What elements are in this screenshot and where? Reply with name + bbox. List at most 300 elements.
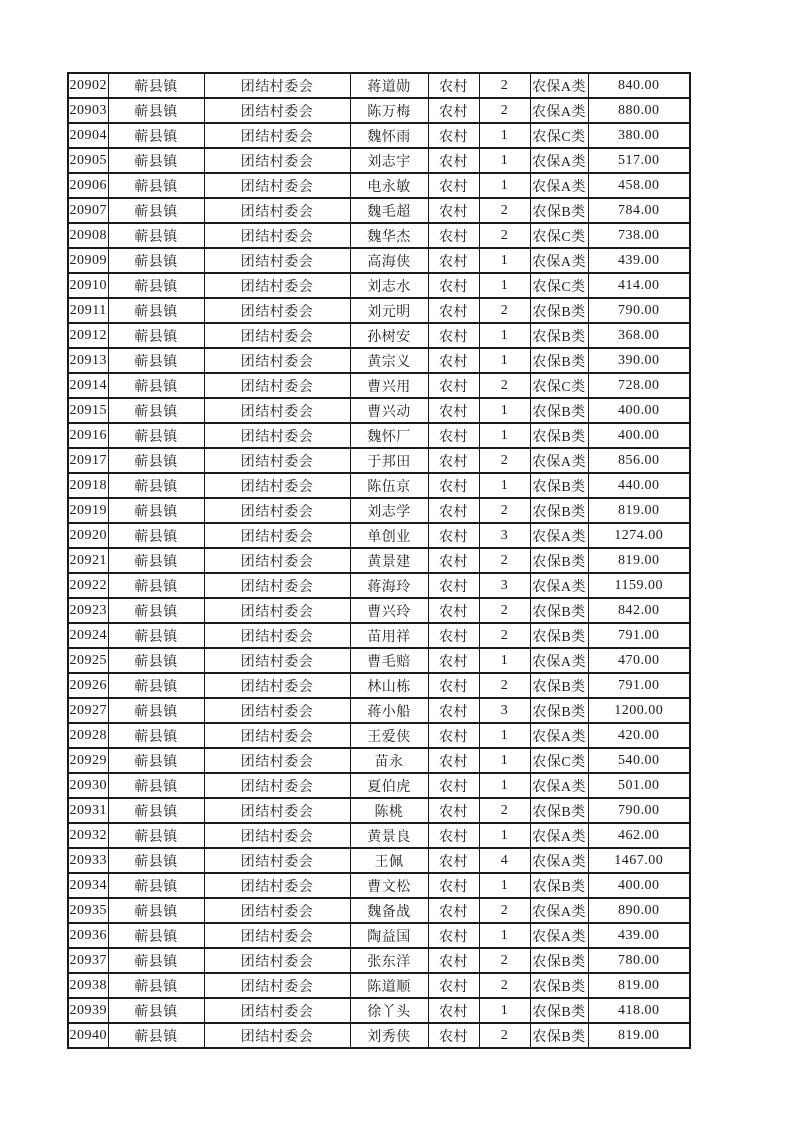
cell-amount: 400.00	[588, 398, 690, 423]
table-row	[68, 523, 690, 548]
cell-village-committee: 团结村委会	[204, 548, 350, 573]
cell-village-committee: 团结村委会	[204, 723, 350, 748]
table-row	[68, 648, 690, 673]
cell-insurance-category: 农保A类	[530, 448, 588, 473]
cell-person-name: 蒋道勋	[350, 73, 428, 98]
roster-body	[68, 73, 690, 1048]
cell-serial-number: 20917	[68, 448, 108, 473]
cell-person-count: 2	[479, 98, 530, 123]
cell-insurance-category: 农保A类	[530, 898, 588, 923]
cell-village-committee: 团结村委会	[204, 823, 350, 848]
cell-serial-number: 20914	[68, 373, 108, 398]
table-row	[68, 123, 690, 148]
cell-village-committee: 团结村委会	[204, 523, 350, 548]
cell-insurance-category: 农保C类	[530, 748, 588, 773]
cell-person-name: 陈道顺	[350, 973, 428, 998]
cell-town: 蕲县镇	[108, 1023, 204, 1048]
cell-village-committee: 团结村委会	[204, 273, 350, 298]
cell-amount: 470.00	[588, 648, 690, 673]
cell-person-count: 1	[479, 473, 530, 498]
cell-person-count: 2	[479, 673, 530, 698]
cell-town: 蕲县镇	[108, 973, 204, 998]
cell-town: 蕲县镇	[108, 123, 204, 148]
cell-town: 蕲县镇	[108, 798, 204, 823]
cell-town: 蕲县镇	[108, 648, 204, 673]
cell-village-committee: 团结村委会	[204, 98, 350, 123]
cell-village-committee: 团结村委会	[204, 473, 350, 498]
cell-serial-number: 20916	[68, 423, 108, 448]
cell-serial-number: 20910	[68, 273, 108, 298]
cell-household-type: 农村	[428, 1023, 479, 1048]
cell-household-type: 农村	[428, 73, 479, 98]
cell-person-count: 4	[479, 848, 530, 873]
cell-village-committee: 团结村委会	[204, 223, 350, 248]
cell-person-name: 黄景良	[350, 823, 428, 848]
cell-amount: 790.00	[588, 798, 690, 823]
cell-household-type: 农村	[428, 723, 479, 748]
cell-village-committee: 团结村委会	[204, 798, 350, 823]
cell-person-name: 林山栋	[350, 673, 428, 698]
cell-serial-number: 20909	[68, 248, 108, 273]
table-row	[68, 748, 690, 773]
cell-person-name: 苗用祥	[350, 623, 428, 648]
cell-household-type: 农村	[428, 473, 479, 498]
cell-town: 蕲县镇	[108, 73, 204, 98]
cell-serial-number: 20902	[68, 73, 108, 98]
cell-household-type: 农村	[428, 973, 479, 998]
cell-amount: 842.00	[588, 598, 690, 623]
cell-person-count: 3	[479, 573, 530, 598]
cell-village-committee: 团结村委会	[204, 498, 350, 523]
cell-person-count: 1	[479, 423, 530, 448]
cell-amount: 400.00	[588, 873, 690, 898]
cell-amount: 458.00	[588, 173, 690, 198]
cell-amount: 400.00	[588, 423, 690, 448]
cell-serial-number: 20933	[68, 848, 108, 873]
cell-amount: 414.00	[588, 273, 690, 298]
cell-person-count: 1	[479, 998, 530, 1023]
cell-town: 蕲县镇	[108, 273, 204, 298]
cell-household-type: 农村	[428, 448, 479, 473]
cell-village-committee: 团结村委会	[204, 123, 350, 148]
cell-person-count: 2	[479, 623, 530, 648]
cell-village-committee: 团结村委会	[204, 673, 350, 698]
table-row	[68, 673, 690, 698]
cell-insurance-category: 农保B类	[530, 473, 588, 498]
cell-person-name: 王佩	[350, 848, 428, 873]
cell-serial-number: 20932	[68, 823, 108, 848]
cell-town: 蕲县镇	[108, 173, 204, 198]
cell-town: 蕲县镇	[108, 373, 204, 398]
cell-village-committee: 团结村委会	[204, 923, 350, 948]
cell-serial-number: 20931	[68, 798, 108, 823]
cell-village-committee: 团结村委会	[204, 248, 350, 273]
cell-household-type: 农村	[428, 773, 479, 798]
cell-person-name: 王爱侠	[350, 723, 428, 748]
cell-household-type: 农村	[428, 123, 479, 148]
cell-serial-number: 20911	[68, 298, 108, 323]
cell-serial-number: 20913	[68, 348, 108, 373]
cell-person-count: 2	[479, 598, 530, 623]
cell-serial-number: 20921	[68, 548, 108, 573]
cell-serial-number: 20927	[68, 698, 108, 723]
cell-serial-number: 20912	[68, 323, 108, 348]
cell-insurance-category: 农保B类	[530, 623, 588, 648]
cell-household-type: 农村	[428, 923, 479, 948]
cell-household-type: 农村	[428, 273, 479, 298]
cell-serial-number: 20930	[68, 773, 108, 798]
cell-town: 蕲县镇	[108, 823, 204, 848]
cell-insurance-category: 农保A类	[530, 98, 588, 123]
cell-household-type: 农村	[428, 998, 479, 1023]
table-row	[68, 148, 690, 173]
cell-person-count: 2	[479, 1023, 530, 1048]
cell-person-name: 曹兴动	[350, 398, 428, 423]
cell-amount: 784.00	[588, 198, 690, 223]
cell-person-count: 3	[479, 698, 530, 723]
cell-amount: 819.00	[588, 498, 690, 523]
cell-person-name: 张东洋	[350, 948, 428, 973]
cell-serial-number: 20918	[68, 473, 108, 498]
cell-person-name: 刘元明	[350, 298, 428, 323]
cell-village-committee: 团结村委会	[204, 773, 350, 798]
cell-town: 蕲县镇	[108, 848, 204, 873]
cell-person-name: 魏怀厂	[350, 423, 428, 448]
cell-household-type: 农村	[428, 523, 479, 548]
cell-serial-number: 20907	[68, 198, 108, 223]
cell-person-count: 1	[479, 398, 530, 423]
cell-person-name: 黄景建	[350, 548, 428, 573]
table-row	[68, 998, 690, 1023]
cell-town: 蕲县镇	[108, 423, 204, 448]
cell-amount: 368.00	[588, 323, 690, 348]
cell-serial-number: 20919	[68, 498, 108, 523]
cell-insurance-category: 农保B类	[530, 998, 588, 1023]
cell-household-type: 农村	[428, 698, 479, 723]
cell-household-type: 农村	[428, 348, 479, 373]
cell-town: 蕲县镇	[108, 298, 204, 323]
cell-household-type: 农村	[428, 398, 479, 423]
cell-serial-number: 20905	[68, 148, 108, 173]
cell-person-name: 刘志学	[350, 498, 428, 523]
table-row	[68, 823, 690, 848]
table-row	[68, 973, 690, 998]
cell-person-count: 1	[479, 648, 530, 673]
cell-town: 蕲县镇	[108, 98, 204, 123]
cell-insurance-category: 农保C类	[530, 273, 588, 298]
table-row	[68, 848, 690, 873]
table-row	[68, 98, 690, 123]
table-row	[68, 448, 690, 473]
table-row	[68, 398, 690, 423]
cell-amount: 856.00	[588, 448, 690, 473]
cell-insurance-category: 农保B类	[530, 423, 588, 448]
cell-insurance-category: 农保A类	[530, 248, 588, 273]
cell-person-count: 2	[479, 948, 530, 973]
cell-insurance-category: 农保B类	[530, 398, 588, 423]
cell-village-committee: 团结村委会	[204, 973, 350, 998]
cell-insurance-category: 农保A类	[530, 648, 588, 673]
cell-household-type: 农村	[428, 173, 479, 198]
cell-town: 蕲县镇	[108, 898, 204, 923]
cell-person-name: 魏华杰	[350, 223, 428, 248]
cell-amount: 790.00	[588, 298, 690, 323]
cell-insurance-category: 农保B类	[530, 198, 588, 223]
cell-town: 蕲县镇	[108, 498, 204, 523]
cell-serial-number: 20915	[68, 398, 108, 423]
cell-insurance-category: 农保C类	[530, 223, 588, 248]
cell-amount: 840.00	[588, 73, 690, 98]
cell-village-committee: 团结村委会	[204, 698, 350, 723]
cell-serial-number: 20920	[68, 523, 108, 548]
cell-household-type: 农村	[428, 823, 479, 848]
cell-amount: 880.00	[588, 98, 690, 123]
cell-town: 蕲县镇	[108, 323, 204, 348]
cell-insurance-category: 农保A类	[530, 173, 588, 198]
cell-town: 蕲县镇	[108, 598, 204, 623]
cell-amount: 819.00	[588, 548, 690, 573]
cell-insurance-category: 农保A类	[530, 573, 588, 598]
cell-household-type: 农村	[428, 498, 479, 523]
table-row	[68, 623, 690, 648]
cell-household-type: 农村	[428, 748, 479, 773]
cell-serial-number: 20924	[68, 623, 108, 648]
cell-town: 蕲县镇	[108, 773, 204, 798]
cell-town: 蕲县镇	[108, 573, 204, 598]
cell-person-count: 1	[479, 323, 530, 348]
cell-person-count: 2	[479, 798, 530, 823]
cell-person-count: 2	[479, 898, 530, 923]
table-row	[68, 548, 690, 573]
cell-town: 蕲县镇	[108, 248, 204, 273]
cell-insurance-category: 农保B类	[530, 498, 588, 523]
cell-town: 蕲县镇	[108, 448, 204, 473]
cell-amount: 819.00	[588, 973, 690, 998]
cell-person-count: 2	[479, 498, 530, 523]
cell-person-name: 刘秀侠	[350, 1023, 428, 1048]
cell-village-committee: 团结村委会	[204, 748, 350, 773]
cell-insurance-category: 农保A类	[530, 523, 588, 548]
cell-village-committee: 团结村委会	[204, 873, 350, 898]
cell-amount: 440.00	[588, 473, 690, 498]
cell-person-name: 魏备战	[350, 898, 428, 923]
cell-serial-number: 20928	[68, 723, 108, 748]
cell-household-type: 农村	[428, 423, 479, 448]
cell-village-committee: 团结村委会	[204, 998, 350, 1023]
cell-person-name: 苗永	[350, 748, 428, 773]
cell-person-name: 陈桃	[350, 798, 428, 823]
cell-insurance-category: 农保B类	[530, 873, 588, 898]
cell-household-type: 农村	[428, 673, 479, 698]
table-row	[68, 223, 690, 248]
cell-person-name: 曹兴玲	[350, 598, 428, 623]
cell-person-name: 陶益国	[350, 923, 428, 948]
cell-person-name: 曹兴用	[350, 373, 428, 398]
cell-village-committee: 团结村委会	[204, 298, 350, 323]
table-row	[68, 948, 690, 973]
cell-village-committee: 团结村委会	[204, 148, 350, 173]
cell-serial-number: 20925	[68, 648, 108, 673]
cell-insurance-category: 农保A类	[530, 923, 588, 948]
cell-person-name: 陈万梅	[350, 98, 428, 123]
table-row	[68, 573, 690, 598]
cell-person-count: 1	[479, 248, 530, 273]
cell-household-type: 农村	[428, 848, 479, 873]
table-row	[68, 773, 690, 798]
cell-person-count: 1	[479, 173, 530, 198]
cell-household-type: 农村	[428, 248, 479, 273]
cell-town: 蕲县镇	[108, 148, 204, 173]
cell-amount: 738.00	[588, 223, 690, 248]
cell-village-committee: 团结村委会	[204, 573, 350, 598]
cell-amount: 1200.00	[588, 698, 690, 723]
cell-insurance-category: 农保B类	[530, 673, 588, 698]
cell-village-committee: 团结村委会	[204, 73, 350, 98]
table-row	[68, 173, 690, 198]
cell-person-count: 3	[479, 523, 530, 548]
cell-household-type: 农村	[428, 898, 479, 923]
cell-person-name: 夏伯虎	[350, 773, 428, 798]
cell-person-name: 魏毛超	[350, 198, 428, 223]
cell-insurance-category: 农保B类	[530, 548, 588, 573]
cell-serial-number: 20937	[68, 948, 108, 973]
cell-person-name: 徐丫头	[350, 998, 428, 1023]
cell-amount: 780.00	[588, 948, 690, 973]
cell-person-count: 1	[479, 823, 530, 848]
cell-insurance-category: 农保B类	[530, 323, 588, 348]
cell-household-type: 农村	[428, 948, 479, 973]
cell-village-committee: 团结村委会	[204, 198, 350, 223]
table-row	[68, 248, 690, 273]
cell-town: 蕲县镇	[108, 623, 204, 648]
cell-household-type: 农村	[428, 873, 479, 898]
table-row	[68, 798, 690, 823]
cell-town: 蕲县镇	[108, 998, 204, 1023]
table-row	[68, 323, 690, 348]
cell-amount: 418.00	[588, 998, 690, 1023]
table-row	[68, 198, 690, 223]
cell-amount: 728.00	[588, 373, 690, 398]
cell-village-committee: 团结村委会	[204, 848, 350, 873]
cell-person-count: 2	[479, 548, 530, 573]
cell-village-committee: 团结村委会	[204, 898, 350, 923]
cell-person-count: 2	[479, 198, 530, 223]
cell-insurance-category: 农保A类	[530, 773, 588, 798]
cell-amount: 439.00	[588, 248, 690, 273]
table-row	[68, 698, 690, 723]
cell-person-name: 蒋小船	[350, 698, 428, 723]
cell-person-name: 于邦田	[350, 448, 428, 473]
table-row	[68, 423, 690, 448]
cell-town: 蕲县镇	[108, 948, 204, 973]
cell-insurance-category: 农保B类	[530, 1023, 588, 1048]
cell-serial-number: 20906	[68, 173, 108, 198]
cell-person-name: 孙树安	[350, 323, 428, 348]
cell-person-count: 1	[479, 748, 530, 773]
cell-amount: 1159.00	[588, 573, 690, 598]
cell-village-committee: 团结村委会	[204, 398, 350, 423]
roster-table	[67, 72, 691, 1049]
cell-amount: 540.00	[588, 748, 690, 773]
cell-household-type: 农村	[428, 798, 479, 823]
cell-amount: 791.00	[588, 673, 690, 698]
table-row	[68, 898, 690, 923]
cell-town: 蕲县镇	[108, 698, 204, 723]
cell-serial-number: 20903	[68, 98, 108, 123]
table-row	[68, 348, 690, 373]
cell-village-committee: 团结村委会	[204, 173, 350, 198]
cell-town: 蕲县镇	[108, 223, 204, 248]
cell-serial-number: 20929	[68, 748, 108, 773]
cell-town: 蕲县镇	[108, 548, 204, 573]
cell-person-count: 1	[479, 773, 530, 798]
cell-town: 蕲县镇	[108, 473, 204, 498]
table-row	[68, 1023, 690, 1048]
cell-amount: 1467.00	[588, 848, 690, 873]
table-row	[68, 873, 690, 898]
cell-serial-number: 20908	[68, 223, 108, 248]
cell-person-count: 1	[479, 348, 530, 373]
cell-serial-number: 20939	[68, 998, 108, 1023]
cell-household-type: 农村	[428, 323, 479, 348]
cell-person-count: 2	[479, 223, 530, 248]
cell-serial-number: 20938	[68, 973, 108, 998]
cell-village-committee: 团结村委会	[204, 323, 350, 348]
cell-village-committee: 团结村委会	[204, 1023, 350, 1048]
cell-serial-number: 20923	[68, 598, 108, 623]
cell-person-name: 电永敏	[350, 173, 428, 198]
cell-person-count: 1	[479, 273, 530, 298]
cell-insurance-category: 农保A类	[530, 73, 588, 98]
cell-village-committee: 团结村委会	[204, 448, 350, 473]
table-row	[68, 473, 690, 498]
cell-person-name: 高海侠	[350, 248, 428, 273]
table-row	[68, 73, 690, 98]
table-row	[68, 923, 690, 948]
cell-insurance-category: 农保B类	[530, 698, 588, 723]
cell-household-type: 农村	[428, 598, 479, 623]
cell-village-committee: 团结村委会	[204, 373, 350, 398]
cell-insurance-category: 农保B类	[530, 598, 588, 623]
cell-serial-number: 20926	[68, 673, 108, 698]
cell-person-name: 单创业	[350, 523, 428, 548]
cell-serial-number: 20904	[68, 123, 108, 148]
cell-insurance-category: 农保A类	[530, 848, 588, 873]
cell-amount: 380.00	[588, 123, 690, 148]
cell-household-type: 农村	[428, 298, 479, 323]
cell-insurance-category: 农保C类	[530, 373, 588, 398]
cell-serial-number: 20922	[68, 573, 108, 598]
cell-household-type: 农村	[428, 548, 479, 573]
cell-amount: 819.00	[588, 1023, 690, 1048]
cell-person-name: 陈伍京	[350, 473, 428, 498]
cell-person-name: 刘志宇	[350, 148, 428, 173]
cell-town: 蕲县镇	[108, 873, 204, 898]
cell-amount: 420.00	[588, 723, 690, 748]
cell-amount: 439.00	[588, 923, 690, 948]
cell-person-name: 魏怀雨	[350, 123, 428, 148]
cell-person-count: 1	[479, 923, 530, 948]
cell-amount: 501.00	[588, 773, 690, 798]
cell-household-type: 农村	[428, 623, 479, 648]
cell-insurance-category: 农保B类	[530, 798, 588, 823]
cell-household-type: 农村	[428, 373, 479, 398]
cell-insurance-category: 农保B类	[530, 948, 588, 973]
cell-person-name: 曹毛赔	[350, 648, 428, 673]
table-row	[68, 598, 690, 623]
cell-person-count: 1	[479, 123, 530, 148]
cell-insurance-category: 农保B类	[530, 973, 588, 998]
